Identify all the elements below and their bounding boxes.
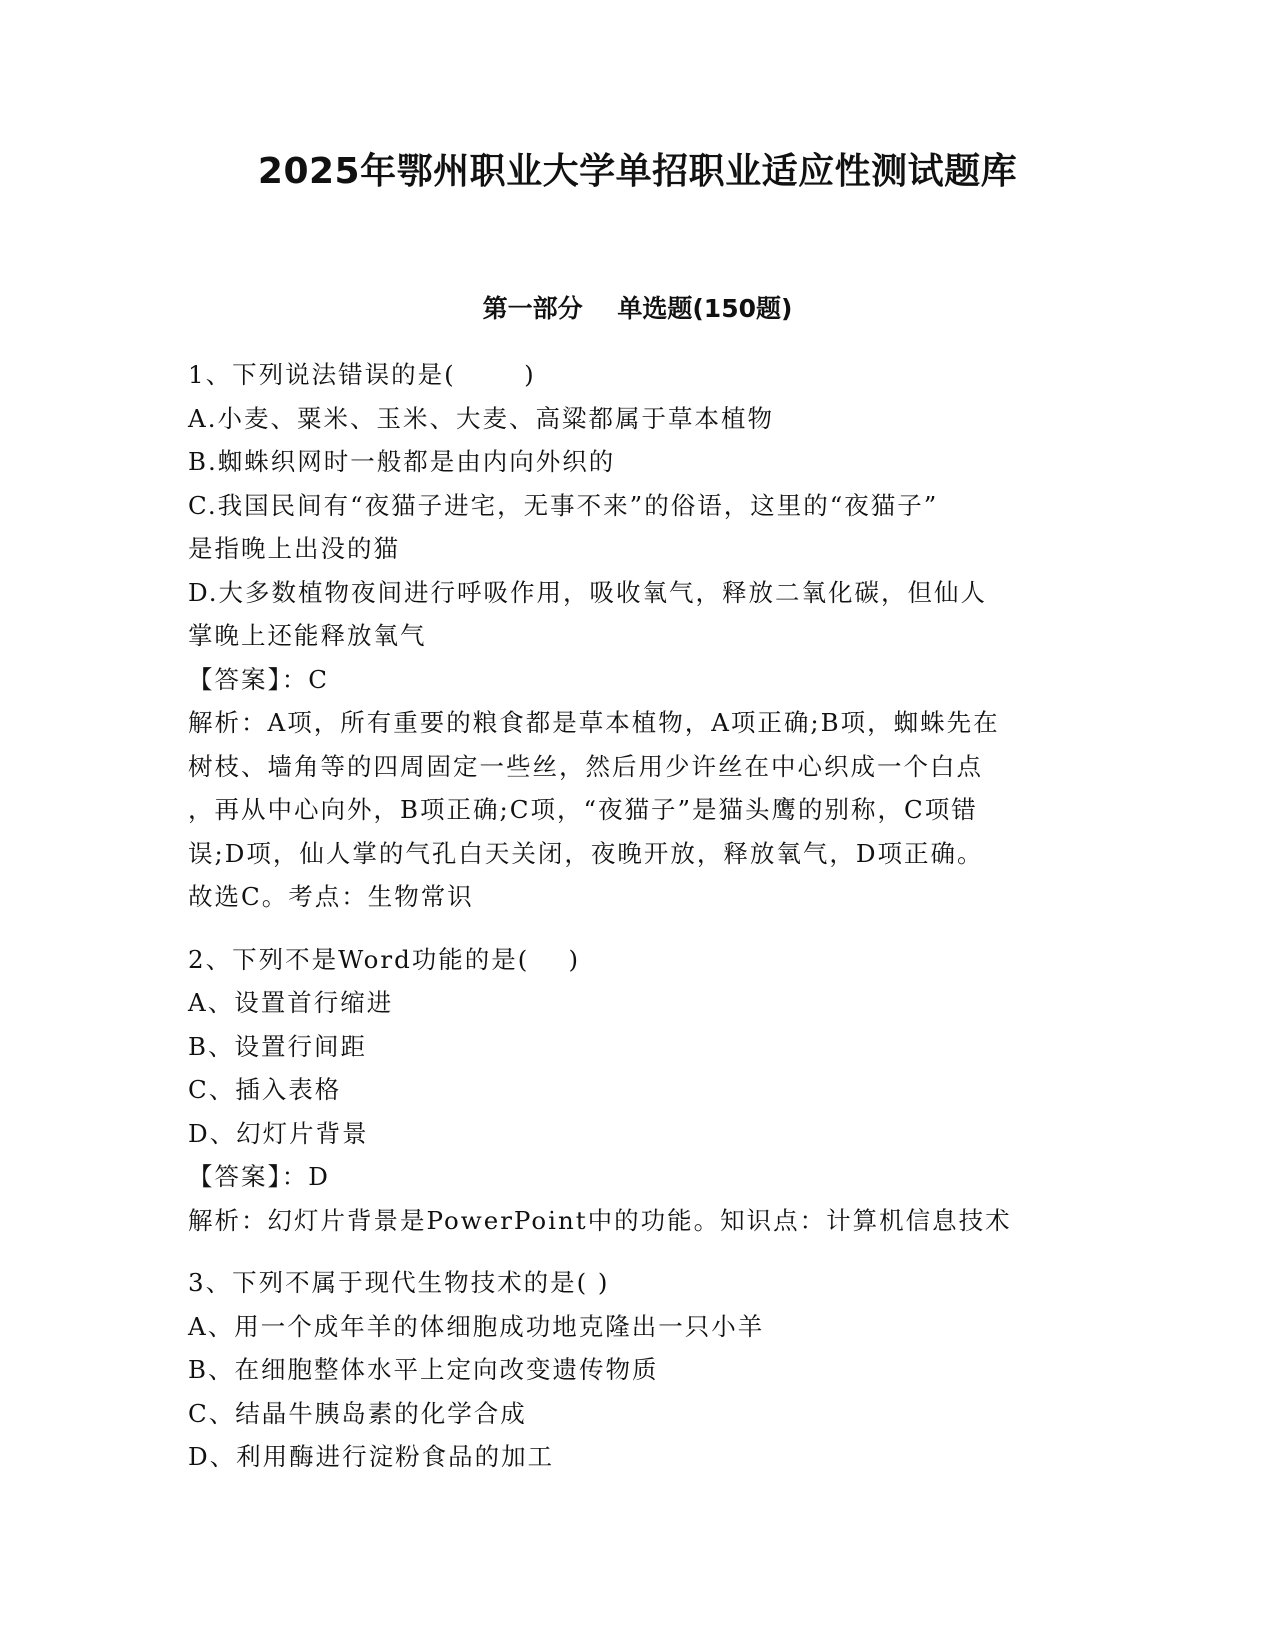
option-d: D、幻灯片背景	[188, 1118, 369, 1148]
answer-value: C	[308, 664, 329, 694]
answer-line	[188, 658, 1088, 702]
option-c: C.我国民间有“夜猫子进宅，无事不来”的俗语，这里的“夜猫子”	[188, 490, 939, 520]
question-2	[188, 938, 1088, 1243]
analysis-line-2: 树枝、墙角等的四周固定一些丝，然后用少许丝在中心织成一个白点	[188, 751, 983, 781]
analysis-line-1: 解析：A项，所有重要的粮食都是草本植物，A项正确;B项，蜘蛛先在	[188, 708, 1000, 737]
option-c: C、结晶牛胰岛素的化学合成	[188, 1398, 527, 1428]
option-d: D.大多数植物夜间进行呼吸作用，吸收氧气，释放二氧化碳，但仙人	[188, 577, 988, 607]
answer-line	[188, 1155, 1088, 1199]
option-a: A、设置首行缩进	[188, 988, 394, 1017]
question-stem: 2、下列不是Word功能的是( )	[188, 944, 581, 974]
section-title: 第一部分 单选题(150题)	[482, 294, 793, 323]
option-b: B、设置行间距	[188, 1031, 368, 1061]
analysis-line-3: ，再从中心向外，B项正确;C项，“夜猫子”是猫头鹰的别称，C项错	[188, 795, 978, 824]
option-c: C、插入表格	[188, 1075, 342, 1104]
answer-label: 【答案】：	[188, 1162, 309, 1191]
question-stem: 3、下列不属于现代生物技术的是( )	[188, 1268, 610, 1297]
option-a: A.小麦、粟米、玉米、大麦、高粱都属于草本植物	[188, 403, 774, 433]
question-spacer	[188, 919, 1088, 938]
answer-label: 【答案】：	[188, 664, 309, 694]
option-d: D、利用酶进行淀粉食品的加工	[188, 1442, 555, 1471]
answer-value: D	[308, 1162, 330, 1191]
option-c-continued: 是指晚上出没的猫	[188, 534, 400, 563]
analysis-line-4: 误;D项，仙人掌的气孔白天关闭，夜晚开放，释放氧气，D项正确。	[188, 838, 984, 868]
question-3	[188, 1261, 1088, 1479]
question-spacer	[188, 1242, 1088, 1261]
document-title: 2025年鄂州职业大学单招职业适应性测试题库	[257, 151, 1018, 192]
question-list	[188, 353, 1088, 1479]
option-b: B.蜘蛛织网时一般都是由内向外织的	[188, 447, 616, 476]
question-1	[188, 353, 1088, 919]
analysis-line-5: 故选C。考点：生物常识	[188, 882, 474, 911]
option-d-continued: 掌晚上还能释放氧气	[188, 621, 427, 650]
question-stem: 1、下列说法错误的是( )	[188, 360, 536, 389]
analysis-line-1: 解析：幻灯片背景是PowerPoint中的功能。知识点：计算机信息技术	[188, 1205, 1012, 1235]
option-b: B、在细胞整体水平上定向改变遗传物质	[188, 1355, 659, 1384]
option-a: A、用一个成年羊的体细胞成功地克隆出一只小羊	[188, 1311, 765, 1341]
